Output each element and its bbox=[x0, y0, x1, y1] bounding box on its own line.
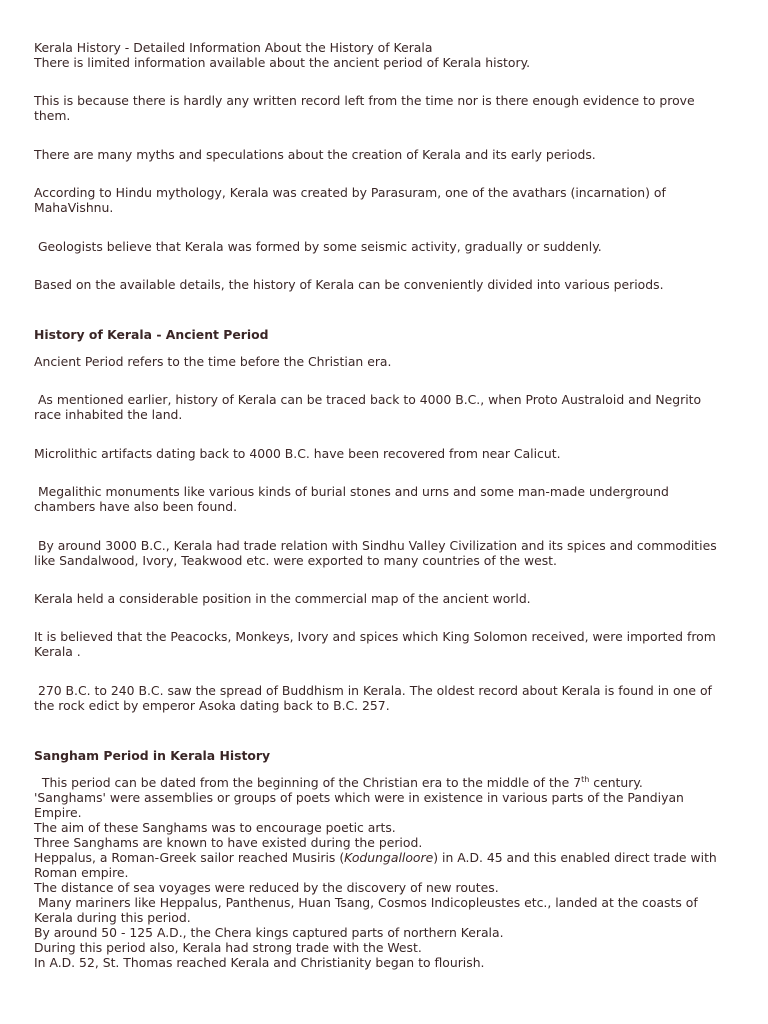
ancient-paragraph: 270 B.C. to 240 B.C. saw the spread of Buddhism in Kerala. The oldest record about Kerala is found in one of the rock edict by emperor Asoka dating back to B.C. 257. bbox=[34, 683, 716, 713]
section-heading-sangham: Sangham Period in Kerala History bbox=[34, 748, 271, 763]
sangham-line: By around 50 - 125 A.D., the Chera kings captured parts of northern Kerala. bbox=[34, 925, 504, 940]
document-title: Kerala History - Detailed Information About the History of Kerala bbox=[34, 40, 433, 55]
sangham-line bbox=[34, 850, 724, 880]
ancient-paragraph: Megalithic monuments like various kinds of burial stones and urns and some man-made underground chambers have also been found. bbox=[34, 484, 673, 514]
intro-paragraph: Based on the available details, the history of Kerala can be conveniently divided into various periods. bbox=[34, 277, 664, 292]
ancient-paragraph: Microlithic artifacts dating back to 4000 B.C. have been recovered from near Calicut. bbox=[34, 446, 561, 461]
section-heading-ancient: History of Kerala - Ancient Period bbox=[34, 327, 269, 342]
ancient-paragraph: By around 3000 B.C., Kerala had trade relation with Sindhu Valley Civilization and its spices and commodities like Sandalwood, Ivory, Teakwood etc. were exported to many countries of the west. bbox=[34, 538, 721, 568]
sangham-line: In A.D. 52, St. Thomas reached Kerala and Christianity began to flourish. bbox=[34, 955, 485, 970]
intro-paragraph: Geologists believe that Kerala was formed by some seismic activity, gradually or suddenly. bbox=[34, 239, 602, 254]
intro-paragraph: This is because there is hardly any written record left from the time nor is there enough evidence to prove them. bbox=[34, 93, 699, 123]
ancient-paragraph: It is believed that the Peacocks, Monkeys, Ivory and spices which King Solomon received, were imported from Kerala . bbox=[34, 629, 720, 659]
sangham-line: During this period also, Kerala had strong trade with the West. bbox=[34, 940, 422, 955]
ordinal-suffix: th bbox=[581, 775, 590, 784]
sangham-line-1-end: century. bbox=[589, 775, 643, 790]
intro-paragraph: There is limited information available about the ancient period of Kerala history. bbox=[34, 55, 531, 70]
sangham-line: Many mariners like Heppalus, Panthenus, Huan Tsang, Cosmos Indicopleustes etc., landed at the coasts of Kerala during this period. bbox=[34, 895, 702, 925]
place-name-italic: Kodungalloore bbox=[344, 850, 434, 865]
sangham-line-5-end: ) in A.D. 45 and this enabled direct trade with Roman empire. bbox=[34, 850, 721, 880]
ancient-paragraph: Ancient Period refers to the time before the Christian era. bbox=[34, 354, 392, 369]
sangham-line: Three Sanghams are known to have existed during the period. bbox=[34, 835, 423, 850]
sangham-line bbox=[34, 775, 724, 790]
sangham-line: The distance of sea voyages were reduced by the discovery of new routes. bbox=[34, 880, 499, 895]
sangham-line: The aim of these Sanghams was to encourage poetic arts. bbox=[34, 820, 396, 835]
intro-paragraph: There are many myths and speculations about the creation of Kerala and its early periods. bbox=[34, 147, 596, 162]
ancient-paragraph: As mentioned earlier, history of Kerala can be traced back to 4000 B.C., when Proto Australoid and Negrito race inhabited the land. bbox=[34, 392, 706, 422]
sangham-line-1-text: This period can be dated from the beginning of the Christian era to the middle of the 7 bbox=[34, 775, 582, 790]
sangham-line: 'Sanghams' were assemblies or groups of poets which were in existence in various parts of the Pandiyan Empire. bbox=[34, 790, 688, 820]
intro-paragraph: According to Hindu mythology, Kerala was created by Parasuram, one of the avathars (incarnation) of MahaVishnu. bbox=[34, 185, 670, 215]
ancient-paragraph: Kerala held a considerable position in the commercial map of the ancient world. bbox=[34, 591, 531, 606]
sangham-line-5-text: Heppalus, a Roman-Greek sailor reached Musiris ( bbox=[34, 850, 345, 865]
sangham-block bbox=[34, 775, 724, 970]
